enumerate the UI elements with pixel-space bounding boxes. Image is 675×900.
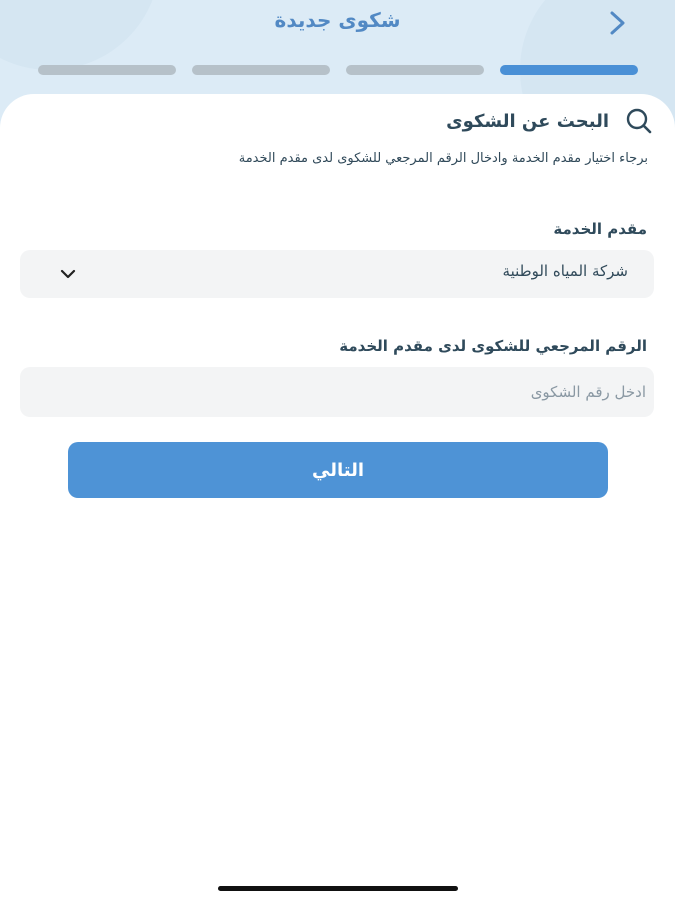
provider-selected-value: شركة المياه الوطنية bbox=[502, 262, 628, 280]
reference-input[interactable] bbox=[20, 367, 654, 417]
step-2 bbox=[192, 65, 330, 75]
progress-steps bbox=[38, 65, 638, 75]
instructions-text: برجاء اختيار مقدم الخدمة وادخال الرقم المرجعي للشكوى لدى مقدم الخدمة bbox=[238, 151, 648, 166]
step-1 bbox=[38, 65, 176, 75]
home-indicator bbox=[218, 886, 458, 891]
next-button-label: التالي bbox=[312, 459, 365, 481]
next-button[interactable] bbox=[68, 442, 608, 498]
page-title: شكوى جديدة bbox=[274, 8, 401, 32]
step-4-active bbox=[500, 65, 638, 75]
provider-label: مقدم الخدمة bbox=[553, 220, 647, 238]
section-title: البحث عن الشكوى bbox=[446, 110, 609, 132]
search-icon bbox=[619, 106, 653, 136]
chevron-down-icon bbox=[58, 264, 78, 284]
step-3 bbox=[346, 65, 484, 75]
reference-field[interactable] bbox=[20, 367, 654, 417]
reference-label: الرقم المرجعي للشكوى لدى مقدم الخدمة bbox=[339, 337, 647, 355]
section-header bbox=[446, 106, 653, 136]
provider-select[interactable] bbox=[20, 250, 654, 298]
